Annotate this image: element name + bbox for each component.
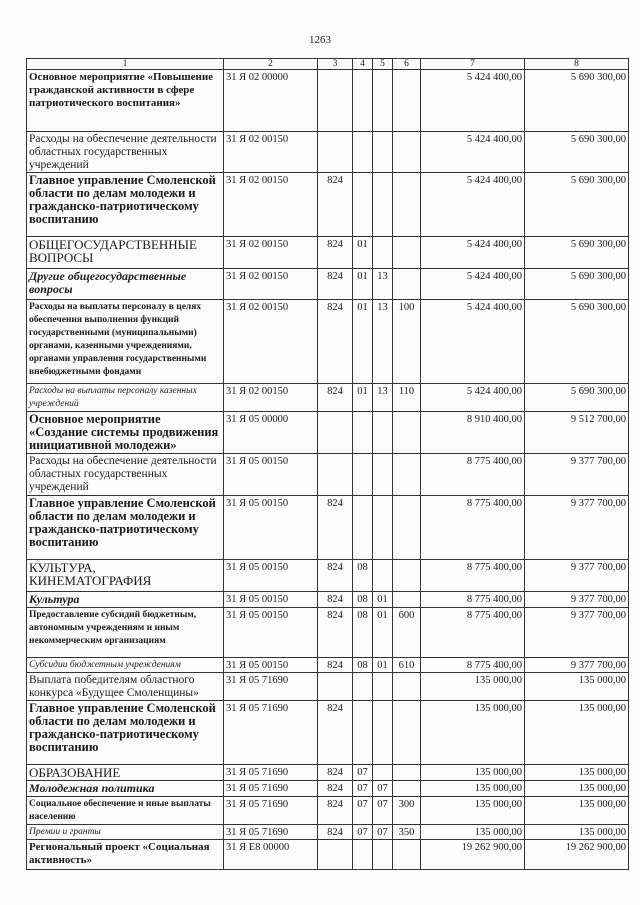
row-value-7: 5 424 400,00 bbox=[421, 132, 525, 173]
row-col3 bbox=[318, 840, 353, 870]
row-col6 bbox=[393, 454, 421, 496]
row-col3: 824 bbox=[318, 825, 353, 840]
row-col4: 01 bbox=[353, 269, 373, 300]
row-name: Премии и гранты bbox=[27, 825, 224, 840]
row-code: 31 Я 05 00150 bbox=[224, 560, 318, 592]
header-cell: 2 bbox=[224, 59, 318, 70]
row-value-7: 8 775 400,00 bbox=[421, 560, 525, 592]
row-value-8: 135 000,00 bbox=[525, 797, 629, 825]
row-col4 bbox=[353, 173, 373, 237]
row-col5: 13 bbox=[373, 384, 393, 412]
row-col4: 01 bbox=[353, 237, 373, 269]
row-col6: 600 bbox=[393, 608, 421, 658]
row-col3: 824 bbox=[318, 560, 353, 592]
row-value-8: 135 000,00 bbox=[525, 673, 629, 701]
row-col3: 824 bbox=[318, 496, 353, 560]
row-col3: 824 bbox=[318, 173, 353, 237]
row-col6 bbox=[393, 173, 421, 237]
row-col4: 08 bbox=[353, 608, 373, 658]
row-name: Молодежная политика bbox=[27, 781, 224, 797]
row-col3 bbox=[318, 70, 353, 132]
row-value-8: 9 377 700,00 bbox=[525, 592, 629, 608]
row-col6 bbox=[393, 412, 421, 454]
row-name: Региональный проект «Социальная активность» bbox=[27, 840, 224, 870]
row-code: 31 Я 05 00150 bbox=[224, 454, 318, 496]
row-col6: 610 bbox=[393, 658, 421, 673]
row-name: КУЛЬТУРА, КИНЕМАТОГРАФИЯ bbox=[27, 560, 224, 592]
row-col3: 824 bbox=[318, 269, 353, 300]
table-row bbox=[27, 840, 629, 870]
row-value-8: 135 000,00 bbox=[525, 781, 629, 797]
row-col4: 01 bbox=[353, 384, 373, 412]
table-row bbox=[27, 384, 629, 412]
row-col3: 824 bbox=[318, 300, 353, 384]
row-value-7: 135 000,00 bbox=[421, 797, 525, 825]
row-value-8: 9 377 700,00 bbox=[525, 496, 629, 560]
row-col6 bbox=[393, 70, 421, 132]
row-code: 31 Я 05 00150 bbox=[224, 658, 318, 673]
row-name: Предоставление субсидий бюджетным, автономным учреждениям и иным некоммерческим организациям bbox=[27, 608, 224, 658]
row-col5: 01 bbox=[373, 658, 393, 673]
row-col3: 824 bbox=[318, 384, 353, 412]
row-col4: 07 bbox=[353, 765, 373, 781]
row-name: Выплата победителям областного конкурса «Будущее Смоленщины» bbox=[27, 673, 224, 701]
row-col5: 13 bbox=[373, 269, 393, 300]
row-col4: 01 bbox=[353, 300, 373, 384]
row-value-7: 8 775 400,00 bbox=[421, 658, 525, 673]
row-col5 bbox=[373, 765, 393, 781]
row-col6 bbox=[393, 592, 421, 608]
row-code: 31 Я 05 71690 bbox=[224, 781, 318, 797]
row-value-8: 19 262 900,00 bbox=[525, 840, 629, 870]
row-col6: 110 bbox=[393, 384, 421, 412]
row-col5: 13 bbox=[373, 300, 393, 384]
row-col3 bbox=[318, 454, 353, 496]
row-col4: 07 bbox=[353, 797, 373, 825]
row-code: 31 Я 05 71690 bbox=[224, 825, 318, 840]
table-row bbox=[27, 592, 629, 608]
header-cell: 8 bbox=[525, 59, 629, 70]
row-col6 bbox=[393, 765, 421, 781]
row-value-8: 5 690 300,00 bbox=[525, 132, 629, 173]
row-value-8: 5 690 300,00 bbox=[525, 173, 629, 237]
row-col4 bbox=[353, 70, 373, 132]
row-col5 bbox=[373, 454, 393, 496]
row-name: ОБРАЗОВАНИЕ bbox=[27, 765, 224, 781]
row-name: Расходы на обеспечение деятельности областных государственных учреждений bbox=[27, 454, 224, 496]
row-col5 bbox=[373, 673, 393, 701]
row-col6 bbox=[393, 781, 421, 797]
table-row bbox=[27, 701, 629, 765]
row-name: Основное мероприятие «Повышение гражданской активности в сфере патриотического воспитания» bbox=[27, 70, 224, 132]
row-code: 31 Я 05 00000 bbox=[224, 412, 318, 454]
header-cell: 4 bbox=[353, 59, 373, 70]
row-col6 bbox=[393, 237, 421, 269]
row-name: ОБЩЕГОСУДАРСТВЕННЫЕ ВОПРОСЫ bbox=[27, 237, 224, 269]
row-value-7: 5 424 400,00 bbox=[421, 384, 525, 412]
row-col5: 07 bbox=[373, 781, 393, 797]
row-col6: 350 bbox=[393, 825, 421, 840]
row-value-7: 135 000,00 bbox=[421, 765, 525, 781]
row-code: 31 Я 05 00150 bbox=[224, 496, 318, 560]
row-value-7: 19 262 900,00 bbox=[421, 840, 525, 870]
row-value-8: 135 000,00 bbox=[525, 825, 629, 840]
row-col4: 07 bbox=[353, 825, 373, 840]
table-row bbox=[27, 132, 629, 173]
row-col6 bbox=[393, 840, 421, 870]
row-col5 bbox=[373, 70, 393, 132]
row-value-8: 9 377 700,00 bbox=[525, 560, 629, 592]
table-row bbox=[27, 560, 629, 592]
row-col4: 08 bbox=[353, 658, 373, 673]
row-value-8: 5 690 300,00 bbox=[525, 269, 629, 300]
row-value-8: 5 690 300,00 bbox=[525, 300, 629, 384]
table-row bbox=[27, 608, 629, 658]
row-col3: 824 bbox=[318, 592, 353, 608]
row-code: 31 Я 02 00150 bbox=[224, 384, 318, 412]
row-value-7: 135 000,00 bbox=[421, 781, 525, 797]
row-code: 31 Я 02 00000 bbox=[224, 70, 318, 132]
table-row bbox=[27, 269, 629, 300]
header-cell: 6 bbox=[393, 59, 421, 70]
row-value-7: 5 424 400,00 bbox=[421, 300, 525, 384]
row-col5 bbox=[373, 237, 393, 269]
row-col4: 07 bbox=[353, 781, 373, 797]
row-value-8: 9 377 700,00 bbox=[525, 454, 629, 496]
row-col5: 07 bbox=[373, 797, 393, 825]
row-col5 bbox=[373, 496, 393, 560]
row-value-7: 135 000,00 bbox=[421, 701, 525, 765]
row-col6 bbox=[393, 269, 421, 300]
row-code: 31 Я 05 71690 bbox=[224, 765, 318, 781]
row-value-7: 135 000,00 bbox=[421, 673, 525, 701]
row-col3 bbox=[318, 673, 353, 701]
row-col5 bbox=[373, 173, 393, 237]
row-col5 bbox=[373, 840, 393, 870]
row-value-7: 5 424 400,00 bbox=[421, 269, 525, 300]
row-value-8: 135 000,00 bbox=[525, 765, 629, 781]
header-cell: 5 bbox=[373, 59, 393, 70]
table-row bbox=[27, 70, 629, 132]
row-value-7: 8 910 400,00 bbox=[421, 412, 525, 454]
row-col3: 824 bbox=[318, 781, 353, 797]
row-col3: 824 bbox=[318, 701, 353, 765]
row-col5 bbox=[373, 701, 393, 765]
row-col6: 100 bbox=[393, 300, 421, 384]
row-col3 bbox=[318, 132, 353, 173]
table-row bbox=[27, 237, 629, 269]
table-row bbox=[27, 797, 629, 825]
row-name: Социальное обеспечение и иные выплаты населению bbox=[27, 797, 224, 825]
budget-table bbox=[26, 58, 629, 870]
row-name: Главное управление Смоленской области по делам молодежи и гражданско-патриотическому воспитанию bbox=[27, 173, 224, 237]
header-cell: 1 bbox=[27, 59, 224, 70]
row-col4 bbox=[353, 496, 373, 560]
row-col5: 01 bbox=[373, 608, 393, 658]
row-value-8: 9 377 700,00 bbox=[525, 658, 629, 673]
row-col6 bbox=[393, 701, 421, 765]
row-code: 31 Я 05 71690 bbox=[224, 673, 318, 701]
row-code: 31 Я 05 00150 bbox=[224, 608, 318, 658]
header-row bbox=[27, 59, 629, 70]
row-name: Главное управление Смоленской области по делам молодежи и гражданско-патриотическому воспитанию bbox=[27, 496, 224, 560]
table-row bbox=[27, 454, 629, 496]
row-name: Расходы на обеспечение деятельности областных государственных учреждений bbox=[27, 132, 224, 173]
row-col3 bbox=[318, 412, 353, 454]
page-number: 1263 bbox=[309, 34, 331, 46]
row-col4: 08 bbox=[353, 592, 373, 608]
row-code: 31 Я 02 00150 bbox=[224, 237, 318, 269]
row-col3: 824 bbox=[318, 608, 353, 658]
table-row bbox=[27, 765, 629, 781]
row-col5 bbox=[373, 560, 393, 592]
row-value-7: 8 775 400,00 bbox=[421, 592, 525, 608]
table-row bbox=[27, 412, 629, 454]
row-name: Основное мероприятие «Создание системы продвижения инициативной молодежи» bbox=[27, 412, 224, 454]
row-col4 bbox=[353, 701, 373, 765]
row-value-8: 5 690 300,00 bbox=[525, 70, 629, 132]
row-col3: 824 bbox=[318, 237, 353, 269]
row-col4 bbox=[353, 673, 373, 701]
row-value-8: 9 512 700,00 bbox=[525, 412, 629, 454]
row-col5: 07 bbox=[373, 825, 393, 840]
row-value-8: 5 690 300,00 bbox=[525, 384, 629, 412]
row-col4: 08 bbox=[353, 560, 373, 592]
table-row bbox=[27, 673, 629, 701]
row-name: Субсидии бюджетным учреждениям bbox=[27, 658, 224, 673]
row-code: 31 Я 02 00150 bbox=[224, 173, 318, 237]
row-value-8: 9 377 700,00 bbox=[525, 608, 629, 658]
row-code: 31 Я 05 71690 bbox=[224, 797, 318, 825]
header-cell: 3 bbox=[318, 59, 353, 70]
row-col4 bbox=[353, 132, 373, 173]
row-col6 bbox=[393, 560, 421, 592]
table-row bbox=[27, 300, 629, 384]
row-name: Другие общегосударственные вопросы bbox=[27, 269, 224, 300]
table-row bbox=[27, 173, 629, 237]
row-col4 bbox=[353, 840, 373, 870]
row-value-7: 8 775 400,00 bbox=[421, 496, 525, 560]
table-row bbox=[27, 496, 629, 560]
row-value-7: 8 775 400,00 bbox=[421, 608, 525, 658]
row-col3: 824 bbox=[318, 658, 353, 673]
row-col6 bbox=[393, 673, 421, 701]
row-col6: 300 bbox=[393, 797, 421, 825]
row-col4 bbox=[353, 454, 373, 496]
table-row bbox=[27, 781, 629, 797]
row-code: 31 Я 05 71690 bbox=[224, 701, 318, 765]
row-name: Культура bbox=[27, 592, 224, 608]
row-value-7: 135 000,00 bbox=[421, 825, 525, 840]
row-code: 31 Я 05 00150 bbox=[224, 592, 318, 608]
row-value-8: 135 000,00 bbox=[525, 701, 629, 765]
header-cell: 7 bbox=[421, 59, 525, 70]
row-value-7: 8 775 400,00 bbox=[421, 454, 525, 496]
row-name: Главное управление Смоленской области по делам молодежи и гражданско-патриотическому воспитанию bbox=[27, 701, 224, 765]
table-row bbox=[27, 658, 629, 673]
row-col6 bbox=[393, 496, 421, 560]
row-code: 31 Я E8 00000 bbox=[224, 840, 318, 870]
row-value-7: 5 424 400,00 bbox=[421, 173, 525, 237]
row-code: 31 Я 02 00150 bbox=[224, 300, 318, 384]
row-col3: 824 bbox=[318, 797, 353, 825]
table-row bbox=[27, 825, 629, 840]
row-value-7: 5 424 400,00 bbox=[421, 70, 525, 132]
row-col4 bbox=[353, 412, 373, 454]
row-col5 bbox=[373, 132, 393, 173]
row-name: Расходы на выплаты персоналу казенных учреждений bbox=[27, 384, 224, 412]
row-col5 bbox=[373, 412, 393, 454]
row-value-7: 5 424 400,00 bbox=[421, 237, 525, 269]
row-value-8: 5 690 300,00 bbox=[525, 237, 629, 269]
row-col5: 01 bbox=[373, 592, 393, 608]
row-col3: 824 bbox=[318, 765, 353, 781]
row-code: 31 Я 02 00150 bbox=[224, 132, 318, 173]
row-name: Расходы на выплаты персоналу в целях обеспечения выполнения функций государственными (муниципальными) органами, казенными учреждениями, органами управления государственными внебюджетными фондами bbox=[27, 300, 224, 384]
row-col6 bbox=[393, 132, 421, 173]
row-code: 31 Я 02 00150 bbox=[224, 269, 318, 300]
